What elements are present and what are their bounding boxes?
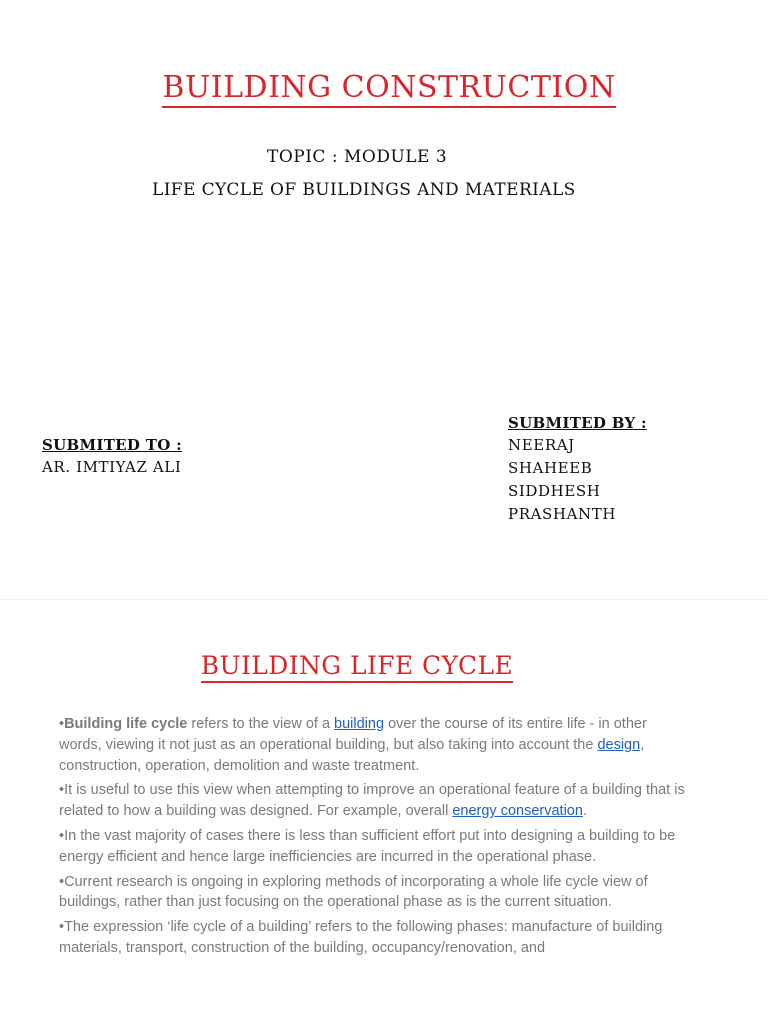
submitted-to-label: SUBMITED TO : [42, 436, 182, 454]
topic-line: TOPIC : MODULE 3 [267, 147, 448, 167]
submitter-name: SHAHEEB [508, 459, 593, 477]
submitter-name: NEERAJ [508, 436, 575, 454]
bullet-item: •The expression ‘life cycle of a building’ refers to the following phases: manufacture of building materials, transport, construction of the building, occupancy/renovation, and [59, 919, 663, 956]
building-link[interactable]: building [334, 716, 385, 732]
bullet-list [59, 714, 687, 963]
bullet-text: , construction, operation, demolition and waste treatment. [59, 736, 645, 774]
bullet-item: •In the vast majority of cases there is less than sufficient effort put into designing a building to be energy efficient and hence large inefficiencies are incurred in the operational phase. [59, 827, 676, 865]
section-title [0, 650, 714, 682]
energy-conservation-link[interactable]: energy conservation [452, 803, 583, 820]
bold-term: Building life cycle [64, 716, 188, 732]
bullet-text: . [582, 803, 587, 820]
submitter-name: SIDDHESH [508, 482, 601, 500]
subtitle-line: LIFE CYCLE OF BUILDINGS AND MATERIALS [152, 180, 576, 200]
main-title [0, 70, 768, 106]
submitted-to-name: AR. IMTIYAZ ALI [42, 458, 182, 476]
bullet-item [59, 714, 687, 776]
design-link[interactable]: design [597, 736, 641, 753]
bullet-text: refers to the view of a [187, 716, 335, 732]
bullet-marker: • [59, 716, 65, 732]
bullet-text: over the course of its entire life - in other words, viewing it not just as an operational building, but also taking into account the [59, 716, 647, 753]
bullet-item [59, 780, 687, 822]
submitted-by-block [508, 412, 647, 526]
content-slide [0, 600, 768, 1024]
section-title-text: BUILDING LIFE CYCLE [201, 651, 513, 683]
submitted-to-block [42, 434, 182, 479]
submitted-by-label: SUBMITED BY : [508, 414, 647, 432]
bullet-item: •Current research is ongoing in exploring methods of incorporating a whole life cycle view of buildings, rather than just focusing on the operational phase as is the current situation. [59, 873, 648, 911]
bullet-text: •It is useful to use this view when attempting to improve an operational feature of a building that is related to how a building was designed. For example, overall [59, 782, 685, 820]
submitter-name: PRASHANTH [508, 505, 617, 523]
main-title-text: BUILDING CONSTRUCTION [162, 70, 615, 108]
